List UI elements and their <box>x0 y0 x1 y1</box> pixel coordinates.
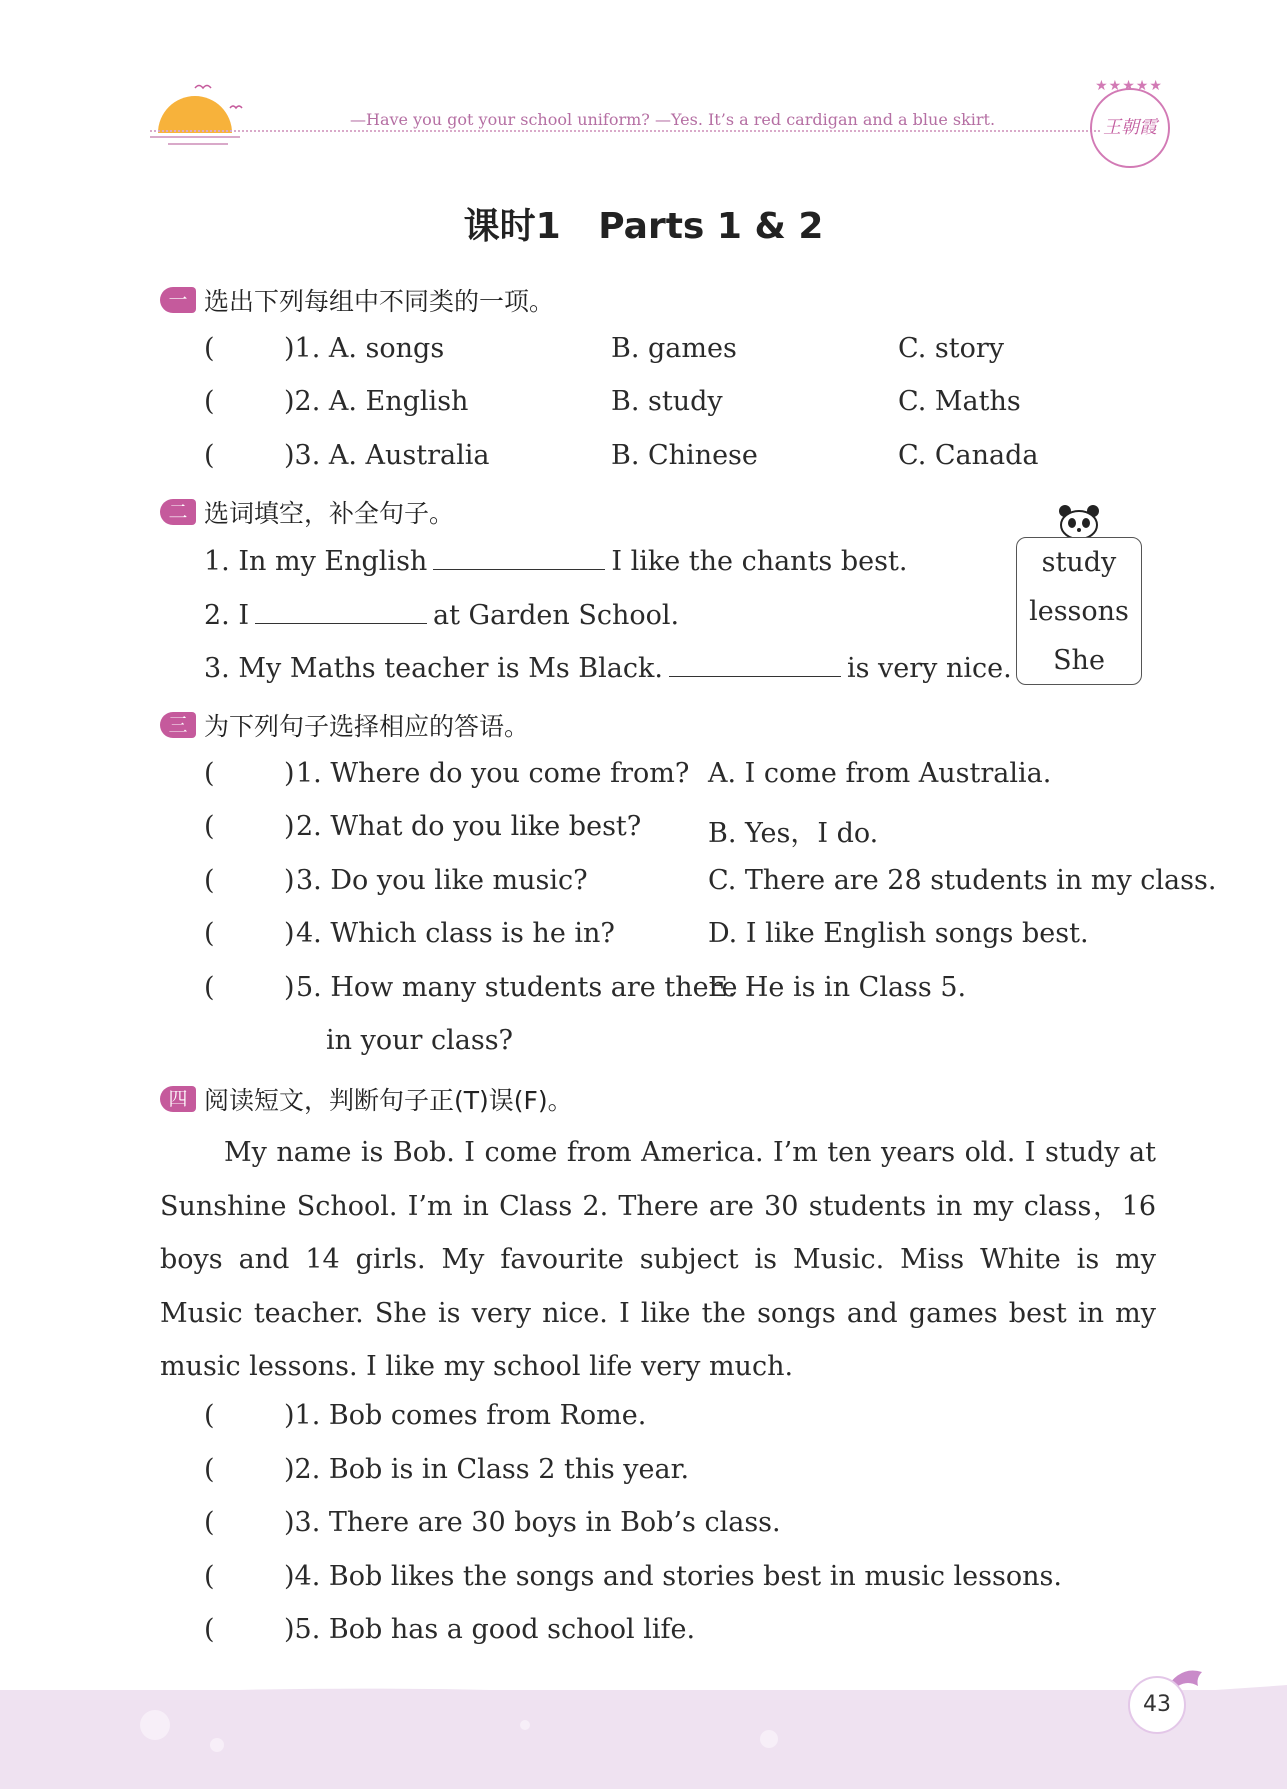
page-number: 43 <box>1128 1676 1186 1734</box>
page-title: 课时1 Parts 1 & 2 <box>463 206 824 247</box>
footer-bubble <box>520 1720 530 1730</box>
section-2-instruction: 选词填空，补全句子。 <box>204 499 455 528</box>
answer-paren[interactable]: ( <box>204 333 215 364</box>
sun-water-line <box>150 136 240 138</box>
true-false-statement: )5. Bob has a good school life. <box>284 1614 696 1645</box>
question-option-c: C. Canada <box>898 440 1039 471</box>
sentence-end: I like the chants best. <box>611 546 908 577</box>
true-false-statement: )4. Bob likes the songs and stories best in music lessons. <box>284 1561 1062 1592</box>
answer-paren[interactable]: ( <box>204 1507 215 1538</box>
answer-choice: B. Yes，I do. <box>708 818 879 849</box>
blank-line[interactable] <box>433 547 605 570</box>
word-bank-item: lessons <box>1029 596 1129 627</box>
badge-stars: ★★★★★ <box>1095 78 1163 94</box>
answer-paren[interactable]: ( <box>204 440 215 471</box>
blank-line[interactable] <box>255 601 427 624</box>
answer-choice: E. He is in Class 5. <box>708 972 967 1003</box>
fill-blank-sentence <box>204 546 907 577</box>
answer-choice: D. I like English songs best. <box>708 918 1089 949</box>
question-text: 5. How many students are there <box>296 972 738 1003</box>
word-bank <box>1016 537 1142 685</box>
section-3-heading <box>160 707 529 743</box>
question-text: 3. Do you like music? <box>296 865 588 896</box>
question-option-b: B. Chinese <box>611 440 758 471</box>
section-1-instruction: 选出下列每组中不同类的一项。 <box>204 287 555 316</box>
question-text: 2. What do you like best? <box>296 811 642 842</box>
section-4-instruction: 阅读短文，判断句子正(T)误(F)。 <box>204 1086 573 1115</box>
section-number-badge: 四 <box>160 1086 196 1112</box>
question-option-c: C. Maths <box>898 386 1021 417</box>
true-false-statement: )1. Bob comes from Rome. <box>284 1400 647 1431</box>
reading-passage: My name is Bob. I come from America. I’m ten years old. I study at Sunshine School. I’m in Class 2. There are 30 students in my class，16 boys and 14 girls. My favourite subject is Music. Miss White is my Music teacher. She is very nice. I like the songs and games best in my music lessons. I like my school life very much. <box>160 1137 1156 1382</box>
question-option-c: C. story <box>898 333 1004 364</box>
question-option-b: B. study <box>611 386 723 417</box>
answer-choice: C. There are 28 students in my class. <box>708 865 1217 896</box>
answer-paren[interactable]: ( <box>204 1454 215 1485</box>
header-quote: —Have you got your school uniform? —Yes. It’s a red cardigan and a blue skirt. <box>350 110 996 129</box>
question-text-continuation: in your class? <box>326 1025 514 1056</box>
answer-paren[interactable]: ( <box>204 865 215 896</box>
true-false-statement: )2. Bob is in Class 2 this year. <box>284 1454 690 1485</box>
question-text: 4. Which class is he in? <box>296 918 615 949</box>
answer-paren[interactable]: ( <box>204 1561 215 1592</box>
answer-paren[interactable]: ( <box>204 1400 215 1431</box>
section-3-instruction: 为下列句子选择相应的答语。 <box>204 712 530 741</box>
sun-water-line <box>168 143 228 145</box>
word-bank-item: study <box>1041 547 1117 578</box>
brand-logo-text: 王朝霞 <box>1103 117 1157 138</box>
answer-choice: A. I come from Australia. <box>708 758 1052 789</box>
answer-paren[interactable]: ( <box>204 758 215 789</box>
section-2-heading <box>160 494 454 530</box>
sentence-end: is very nice. <box>846 653 1012 684</box>
panda-icon <box>1055 503 1103 537</box>
question-close-paren: ) <box>284 758 295 789</box>
sentence-start: 3. My Maths teacher is Ms Black. <box>204 653 663 684</box>
sentence-start: 1. In my English <box>204 546 428 577</box>
brand-logo <box>1090 88 1170 168</box>
answer-paren[interactable]: ( <box>204 1614 215 1645</box>
question-text: 1. Where do you come from? <box>296 758 690 789</box>
section-number-badge: 二 <box>160 499 196 525</box>
section-4-heading <box>160 1081 573 1117</box>
answer-paren[interactable]: ( <box>204 972 215 1003</box>
footer-bubble <box>210 1738 224 1752</box>
answer-paren[interactable]: ( <box>204 386 215 417</box>
question-close-paren: ) <box>284 918 295 949</box>
blank-line[interactable] <box>669 654 841 677</box>
question-close-paren: ) <box>284 972 295 1003</box>
question-option-b: B. games <box>611 333 737 364</box>
section-1-heading <box>160 282 554 318</box>
sentence-end: at Garden School. <box>433 600 680 631</box>
question-option-a: )2. A. English <box>284 386 469 417</box>
answer-paren[interactable]: ( <box>204 811 215 842</box>
sentence-start: 2. I <box>204 600 250 631</box>
true-false-statement: )3. There are 30 boys in Bob’s class. <box>284 1507 781 1538</box>
footer-bubble <box>140 1710 170 1740</box>
question-option-a: )1. A. songs <box>284 333 445 364</box>
fill-blank-sentence <box>204 653 1012 684</box>
question-close-paren: ) <box>284 811 295 842</box>
section-number-badge: 三 <box>160 712 196 738</box>
section-number-badge: 一 <box>160 287 196 313</box>
footer-bubble <box>760 1730 778 1748</box>
fill-blank-sentence <box>204 600 679 631</box>
word-bank-item: She <box>1053 645 1105 676</box>
birds-icon <box>190 80 250 120</box>
footer-band <box>0 1690 1287 1789</box>
question-close-paren: ) <box>284 865 295 896</box>
answer-paren[interactable]: ( <box>204 918 215 949</box>
header-divider <box>150 130 1100 132</box>
question-option-a: )3. A. Australia <box>284 440 490 471</box>
